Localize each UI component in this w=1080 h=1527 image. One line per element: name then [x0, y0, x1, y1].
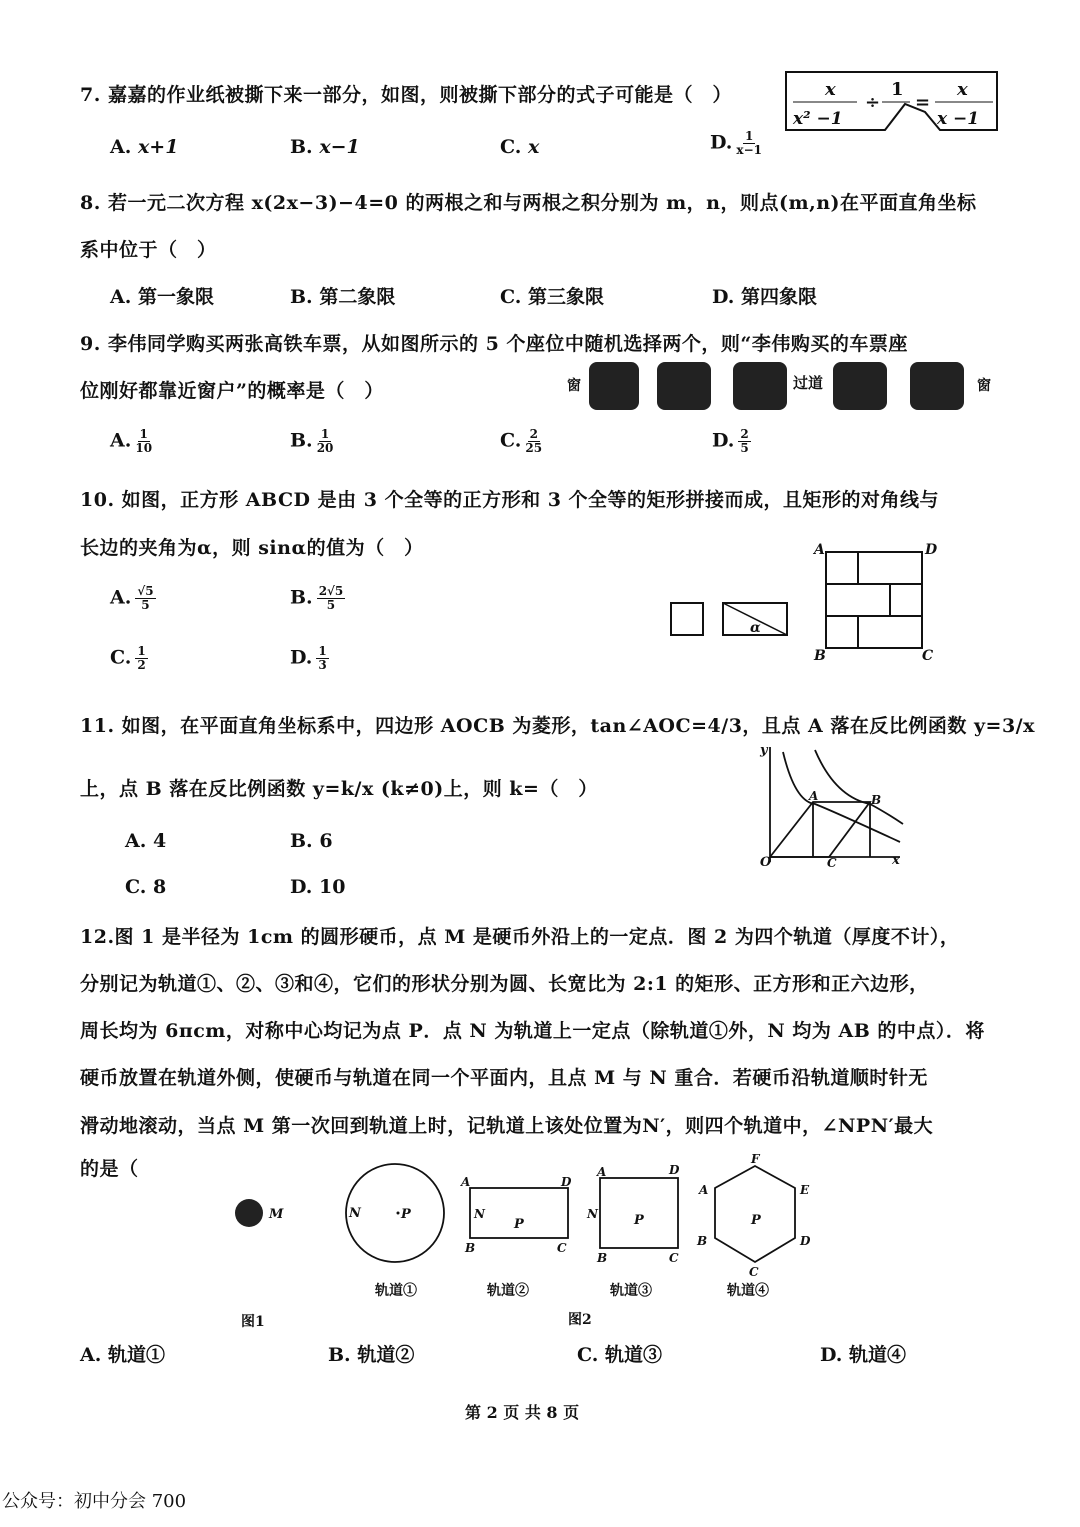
option-label: C.: [110, 646, 132, 669]
track3-label-n: N: [587, 1207, 598, 1221]
option-label: C.: [500, 286, 522, 308]
q7-fig-op: ÷: [865, 92, 881, 113]
option-text: 第一象限: [137, 286, 214, 308]
q10-square-figure: [668, 540, 948, 665]
q7-torn-paper-figure: [785, 70, 1000, 134]
q10-option-c[interactable]: [110, 645, 148, 672]
q7-fig-num2: 1: [891, 79, 904, 100]
q9-line-1: 9. 李伟同学购买两张高铁车票，从如图所示的 5 个座位中随机选择两个，则“李伟购买的车票座: [80, 333, 908, 355]
q9-option-d[interactable]: [712, 428, 751, 455]
label-o: O: [760, 855, 772, 870]
seat-3: [733, 362, 787, 410]
option-text: 轨道③: [605, 1344, 663, 1366]
denominator: x−1: [736, 143, 762, 157]
q11-option-c[interactable]: [125, 876, 166, 898]
track1-label-p: P: [401, 1207, 411, 1222]
q7-fig-den1: x² −1: [793, 109, 843, 129]
track4-label-d: D: [800, 1234, 811, 1248]
page-footer: 第 2 页 共 8 页: [465, 1403, 580, 1422]
option-label: B.: [290, 586, 313, 609]
q9-line-2: 位刚好都靠近窗户”的概率是（ ）: [80, 380, 384, 402]
aisle-label: 过道: [793, 374, 824, 392]
q7-fig-den3: x −1: [937, 109, 980, 129]
option-label: D.: [710, 131, 733, 154]
q9-option-b[interactable]: [290, 428, 333, 455]
denominator: 3: [318, 658, 327, 672]
track3-label-d: D: [669, 1163, 680, 1177]
option-label: C.: [500, 429, 522, 452]
option-label: C.: [125, 876, 147, 898]
q8-line-1: 8. 若一元二次方程 x(2x−3)−4=0 的两根之和与两根之积分别为 m，n，则点(m,n)在平面直角坐标: [80, 192, 977, 214]
option-label: C.: [577, 1344, 599, 1366]
option-text: 第二象限: [319, 286, 396, 308]
track4-label-p: P: [751, 1213, 761, 1228]
q11-line-2: 上，点 B 落在反比例函数 y=k/x (k≠0)上，则 k=（ ）: [80, 778, 598, 800]
label-x: x: [892, 853, 900, 868]
denominator: 2: [137, 658, 146, 672]
fig2-caption: 图2: [568, 1312, 592, 1328]
fraction: [135, 645, 147, 672]
track2-label-c: C: [557, 1241, 567, 1255]
track2-label-n: N: [474, 1207, 485, 1221]
option-text: 轨道④: [849, 1344, 907, 1366]
q12-line-5: 滑动地滚动，当点 M 第一次回到轨道上时，记轨道上该处位置为N′，则四个轨道中，∠NPN′最大: [80, 1115, 934, 1137]
track3-caption: 轨道③: [610, 1283, 652, 1299]
q7-fig-num3: x: [957, 79, 968, 100]
option-text: 6: [319, 830, 333, 852]
q11-option-d[interactable]: [290, 876, 346, 898]
denominator: 25: [525, 441, 543, 455]
option-label: B.: [290, 136, 313, 158]
q10-option-a[interactable]: [110, 585, 156, 612]
denominator: 20: [316, 441, 334, 455]
denominator: 5: [326, 598, 336, 612]
q12-option-d[interactable]: [820, 1340, 906, 1367]
track2-label-b: B: [465, 1241, 476, 1255]
track2-label-a: A: [461, 1175, 471, 1189]
q12-option-c[interactable]: [577, 1340, 662, 1367]
fig1-caption: 图1: [241, 1314, 265, 1330]
fraction: [317, 585, 346, 612]
q11-line-1: 11. 如图，在平面直角坐标系中，四边形 AOCB 为菱形，tan∠AOC=4/3，且点 A 落在反比例函数 y=3/x: [80, 715, 1035, 737]
option-label: B.: [328, 1344, 351, 1366]
window-right-label: 窗: [977, 378, 991, 394]
q12-option-b[interactable]: [328, 1340, 414, 1367]
numerator: 1: [137, 644, 146, 658]
q7-option-a[interactable]: [110, 136, 178, 158]
denominator: 5: [141, 598, 150, 612]
numerator: 2√5: [318, 584, 344, 598]
fraction: [317, 428, 334, 455]
option-text: 轨道①: [107, 1344, 165, 1366]
option-label: A.: [110, 586, 132, 609]
numerator: √5: [137, 584, 154, 598]
q8-option-b[interactable]: [290, 282, 395, 309]
numerator: 1: [318, 644, 327, 658]
seats: [589, 362, 964, 410]
track2-label-d: D: [561, 1175, 572, 1189]
label-a: A: [814, 542, 825, 558]
coin: [235, 1199, 263, 1227]
fraction: [316, 645, 328, 672]
track4-label-c: C: [749, 1265, 759, 1279]
label-m: M: [269, 1207, 284, 1222]
q9-option-c[interactable]: [500, 428, 542, 455]
numerator: 1: [139, 427, 148, 441]
track1-caption: 轨道①: [375, 1283, 417, 1299]
label-b: B: [871, 793, 882, 807]
denominator: 10: [135, 441, 153, 455]
label-d: D: [925, 542, 938, 558]
q7-text: 7. 嘉嘉的作业纸被撕下来一部分，如图，则被撕下部分的式子可能是（ ）: [80, 84, 732, 106]
option-text: x+1: [137, 136, 179, 158]
q12-option-a[interactable]: [80, 1340, 165, 1367]
q11-option-b[interactable]: [290, 830, 333, 852]
option-label: A.: [110, 286, 132, 308]
option-text: 第三象限: [528, 286, 605, 308]
seat-4: [833, 362, 887, 410]
option-label: B.: [290, 429, 313, 452]
numerator: 2: [740, 427, 749, 441]
option-label: B.: [290, 286, 313, 308]
option-label: D.: [290, 646, 313, 669]
q10-option-d[interactable]: [290, 645, 329, 672]
track3-label-b: B: [597, 1251, 608, 1265]
label-b: B: [814, 648, 826, 664]
denominator: 5: [740, 441, 749, 455]
option-text: 4: [152, 830, 167, 852]
track2-caption: 轨道②: [487, 1283, 529, 1299]
option-text: x: [528, 136, 540, 158]
q8-option-a[interactable]: [110, 282, 214, 309]
watermark: 公众号：初中分会 700: [2, 1491, 187, 1512]
track4-label-a: A: [699, 1183, 709, 1197]
track3-label-c: C: [669, 1251, 679, 1265]
track3-label-a: A: [597, 1165, 607, 1179]
option-label: B.: [290, 830, 313, 852]
option-label: A.: [125, 830, 147, 852]
option-label: D.: [290, 876, 313, 898]
q7-option-d[interactable]: [710, 130, 762, 157]
seat-1: [589, 362, 639, 410]
option-label: A.: [110, 136, 132, 158]
track2-label-p: P: [514, 1217, 524, 1232]
q10-line-2: 长边的夹角为α，则 sinα的值为（ ）: [80, 537, 424, 559]
label-c: C: [922, 648, 934, 664]
q7-option-c[interactable]: [500, 136, 539, 158]
track4-label-b: B: [697, 1234, 708, 1248]
q9-seats-figure: [565, 358, 995, 412]
window-left-label: 窗: [567, 378, 581, 394]
label-a: A: [809, 789, 819, 803]
q11-option-a[interactable]: [125, 830, 166, 852]
fraction: [525, 428, 542, 455]
q11-rhombus-figure: [755, 742, 905, 872]
q12-line-6: 的是（: [80, 1158, 139, 1180]
label-y: y: [760, 743, 768, 758]
track4-label-f: F: [751, 1152, 760, 1166]
q7-fig-eq: =: [915, 92, 931, 113]
alpha-label: α: [750, 620, 761, 636]
q10-option-b[interactable]: [290, 585, 345, 612]
q8-line-2: 系中位于（ ）: [80, 239, 217, 261]
q12-tracks-figure: [225, 1150, 825, 1335]
option-text: 轨道②: [357, 1344, 415, 1366]
numerator: 1: [745, 129, 754, 143]
option-text: 8: [153, 876, 167, 898]
q8-option-c[interactable]: [500, 282, 604, 309]
fraction: [135, 585, 155, 612]
option-label: D.: [712, 429, 735, 452]
option-label: A.: [80, 1344, 102, 1366]
q12-line-2: 分别记为轨道①、②、③和④，它们的形状分别为圆、长宽比为 2:1 的矩形、正方形和正六边形，: [80, 973, 929, 995]
q12-line-1: 12.图 1 是半径为 1cm 的圆形硬币，点 M 是硬币外沿上的一定点．图 2 为四个轨道（厚度不计），: [80, 926, 960, 948]
q7-option-b[interactable]: [290, 136, 360, 158]
q12-line-4: 硬币放置在轨道外侧，使硬币与轨道在同一个平面内，且点 M 与 N 重合．若硬币沿轨道顺时针无: [80, 1067, 928, 1089]
fraction: [135, 428, 152, 455]
q12-line-3: 周长均为 6πcm，对称中心均记为点 P．点 N 为轨道上一定点（除轨道①外，N 均为 AB 的中点）．将: [80, 1020, 985, 1042]
option-label: C.: [500, 136, 522, 158]
track4-caption: 轨道④: [727, 1283, 769, 1299]
option-label: D.: [712, 286, 735, 308]
q7-fig-num1: x: [825, 79, 836, 100]
option-text: x−1: [319, 136, 360, 158]
track3-label-p: P: [634, 1213, 644, 1228]
option-label: A.: [110, 429, 132, 452]
q8-option-d[interactable]: [712, 282, 817, 309]
option-text: 10: [319, 876, 346, 898]
seat-2: [657, 362, 711, 410]
numerator: 1: [320, 427, 330, 441]
track4-label-e: E: [800, 1183, 810, 1197]
fraction: [736, 130, 762, 157]
option-text: 第四象限: [741, 286, 818, 308]
q9-option-a[interactable]: [110, 428, 152, 455]
numerator: 2: [529, 427, 538, 441]
fraction: [738, 428, 750, 455]
q10-line-1: 10. 如图，正方形 ABCD 是由 3 个全等的正方形和 3 个全等的矩形拼接而成，且矩形的对角线与: [80, 489, 940, 511]
label-c: C: [827, 856, 837, 870]
seat-5: [910, 362, 964, 410]
option-label: D.: [820, 1344, 843, 1366]
track1-label-n: N: [349, 1206, 361, 1221]
